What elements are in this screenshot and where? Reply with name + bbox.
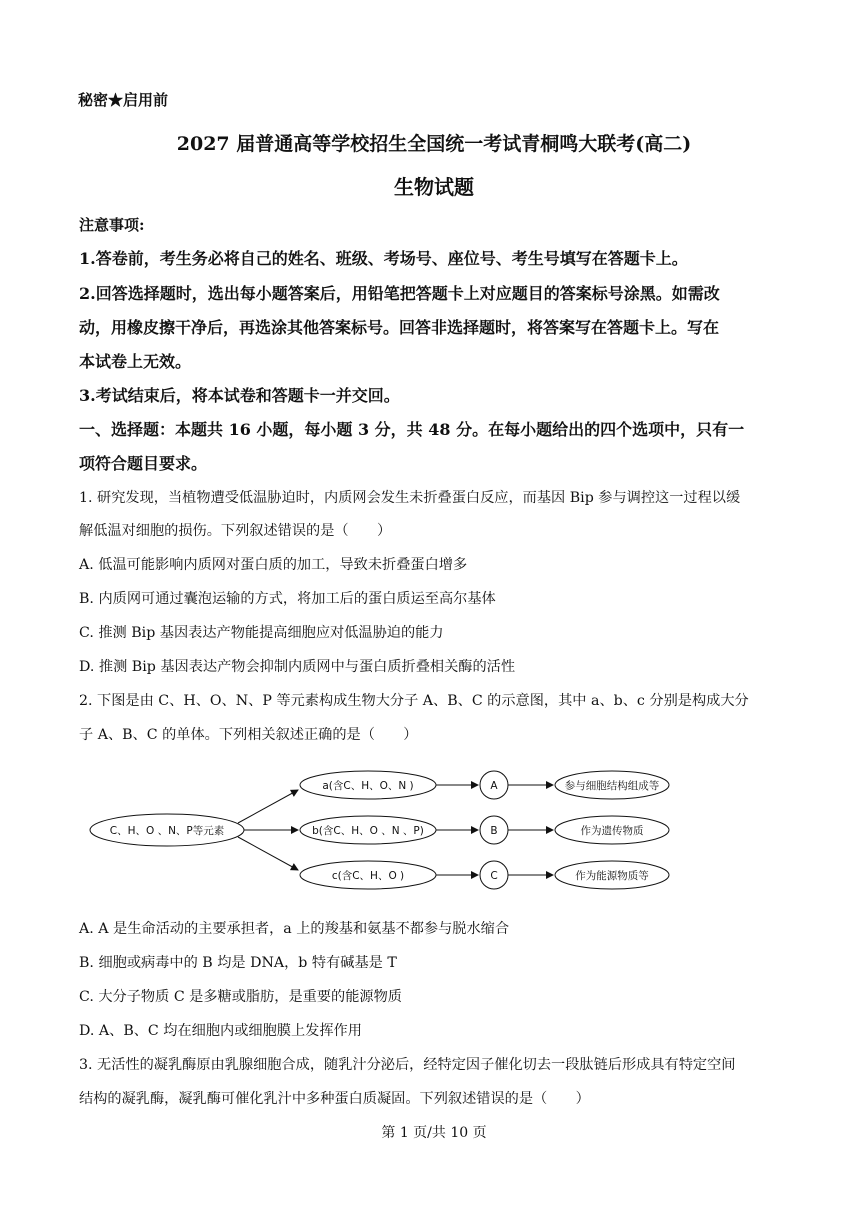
monomer-c-label: c(含C、H、O ) [331,870,405,882]
monomer-b-label: b(含C、H、O 、N 、P) [312,825,424,837]
notice-item-2-line-2: 动，用橡皮擦干净后，再选涂其他答案标号。回答非选择题时，将答案写在答题卡上。写在 [79,318,720,337]
q2-option-d: D. A、B、C 均在细胞内或细胞膜上发挥作用 [79,1023,362,1039]
q2-option-c: C. 大分子物质 C 是多糖或脂肪，是重要的能源物质 [79,989,402,1005]
arrow-source-to-c [238,837,298,870]
macromolecule-diagram [0,760,868,910]
source-elements-label: C、H、O 、N、P等元素 [109,825,225,837]
q1-stem-line-1: 1. 研究发现，当植物遭受低温胁迫时，内质网会发生未折叠蛋白反应，而基因 Bip 参与调控这一过程以缓 [79,490,741,506]
q1-option-d: D. 推测 Bip 基因表达产物会抑制内质网中与蛋白质折叠相关酶的活性 [79,659,516,675]
function-c-label: 作为能源物质等 [575,870,649,882]
q2-stem-line-2: 子 A、B、C 的单体。下列相关叙述正确的是（ ） [79,727,418,743]
q1-option-b: B. 内质网可通过囊泡运输的方式，将加工后的蛋白质运至高尔基体 [79,591,496,607]
exam-title: 2027 届普通高等学校招生全国统一考试青桐鸣大联考(高二) [176,133,692,155]
macro-b-label: B [490,825,498,837]
q1-stem-line-2: 解低温对细胞的损伤。下列叙述错误的是（ ） [79,523,392,539]
q2-option-a: A. A 是生命活动的主要承担者，a 上的羧基和氨基不都参与脱水缩合 [79,921,510,937]
notice-item-1: 1.答卷前，考生务必将自己的姓名、班级、考场号、座位号、考生号填写在答题卡上。 [79,249,688,268]
q2-stem-line-1: 2. 下图是由 C、H、O、N、P 等元素构成生物大分子 A、B、C 的示意图，其中 a、b、c 分别是构成大分 [79,693,749,709]
q3-stem-line-1: 3. 无活性的凝乳酶原由乳腺细胞合成，随乳汁分泌后，经特定因子催化切去一段肽链后形成具有特定空间 [79,1057,736,1073]
q3-stem-line-2: 结构的凝乳酶，凝乳酶可催化乳汁中多种蛋白质凝固。下列叙述错误的是（ ） [79,1091,590,1107]
secret-label: 秘密★启用前 [78,91,169,109]
notice-item-3: 3.考试结束后，将本试卷和答题卡一并交回。 [79,386,400,405]
arrow-source-to-a [238,790,298,823]
q1-option-c: C. 推测 Bip 基因表达产物能提高细胞应对低温胁迫的能力 [79,625,444,641]
monomer-a-label: a(含C、H、O、N ) [322,780,414,792]
exam-subject: 生物试题 [394,175,474,199]
q2-option-b: B. 细胞或病毒中的 B 均是 DNA，b 特有碱基是 T [79,955,397,971]
macro-c-label: C [490,870,498,882]
page-number: 第 1 页/共 10 页 [381,1125,487,1141]
notice-item-2-line-3: 本试卷上无效。 [79,352,192,371]
function-b-label: 作为遗传物质 [580,825,644,837]
notice-heading: 注意事项: [79,216,145,234]
q1-option-a: A. 低温可能影响内质网对蛋白质的加工，导致未折叠蛋白增多 [79,557,468,573]
macro-a-label: A [490,780,498,792]
section-heading-line-1: 一、选择题：本题共 16 小题，每小题 3 分，共 48 分。在每小题给出的四个选项中，只有一 [79,420,745,439]
notice-item-2-line-1: 2.回答选择题时，选出每小题答案后，用铅笔把答题卡上对应题目的答案标号涂黑。如需改 [79,284,720,303]
function-a-label: 参与细胞结构组成等 [564,780,660,792]
section-heading-line-2: 项符合题目要求。 [79,454,208,473]
